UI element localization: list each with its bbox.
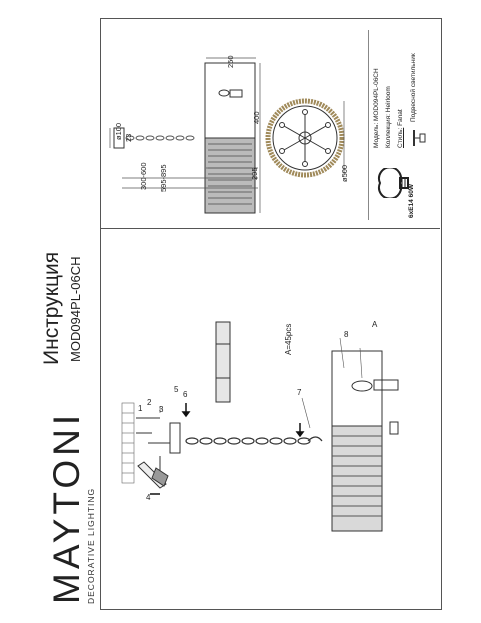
part-label-6: 6 xyxy=(183,390,188,399)
brand-tagline: DECORATIVE LIGHTING xyxy=(86,487,96,604)
bulb-spec: 6xE14 60W xyxy=(408,184,415,218)
part-label-1: 1 xyxy=(138,404,143,413)
ceiling-hatch xyxy=(122,403,134,483)
dim-d100: ø100 xyxy=(114,122,123,140)
dim-250: 250 xyxy=(226,55,235,68)
spec-type: Подвесной светильник xyxy=(410,53,417,122)
dimension-drawing xyxy=(100,18,370,228)
part-label-7: 7 xyxy=(297,388,302,397)
dim-300-600: 300-600 xyxy=(139,162,148,190)
spec-style-value: Fanat xyxy=(397,109,404,126)
crystal-strip-detail xyxy=(216,322,230,402)
page-title: Инструкция xyxy=(40,251,63,365)
part-label-5: 5 xyxy=(174,385,179,394)
spec-model-label: Модель: xyxy=(373,122,380,148)
dim-d500: ø500 xyxy=(340,164,349,182)
dim-295: 295 xyxy=(250,167,259,180)
top-view xyxy=(268,101,342,175)
shade-side-view xyxy=(205,63,255,213)
assembly-chain xyxy=(186,437,322,444)
dim-595-895: 595-895 xyxy=(159,164,168,192)
part-label-8: 8 xyxy=(344,330,349,339)
part-label-2: 2 xyxy=(147,398,152,407)
screwdriver-icon xyxy=(138,462,168,488)
spec-style-label: Стиль: xyxy=(397,127,404,148)
spec-collection-label: Коллекция: xyxy=(385,114,392,148)
assembly-drawing xyxy=(100,228,440,608)
part-label-4: 4 xyxy=(146,493,151,502)
dim-400: 400 xyxy=(252,111,261,124)
lamp-body xyxy=(332,351,398,531)
model-number: MOD094PL-06CH xyxy=(68,256,83,362)
part-label-A: A xyxy=(372,320,378,329)
spec-model-value: MOD094PL-06CH xyxy=(373,68,380,122)
spec-collection-value: Heirloom xyxy=(385,86,392,113)
dim-23: 23 xyxy=(124,133,133,142)
brand-logo: MAYTONI xyxy=(46,410,87,604)
part-label-3: 3 xyxy=(159,405,164,414)
detail-count: A=45pcs xyxy=(284,323,293,355)
spec-box-frame xyxy=(368,30,431,220)
